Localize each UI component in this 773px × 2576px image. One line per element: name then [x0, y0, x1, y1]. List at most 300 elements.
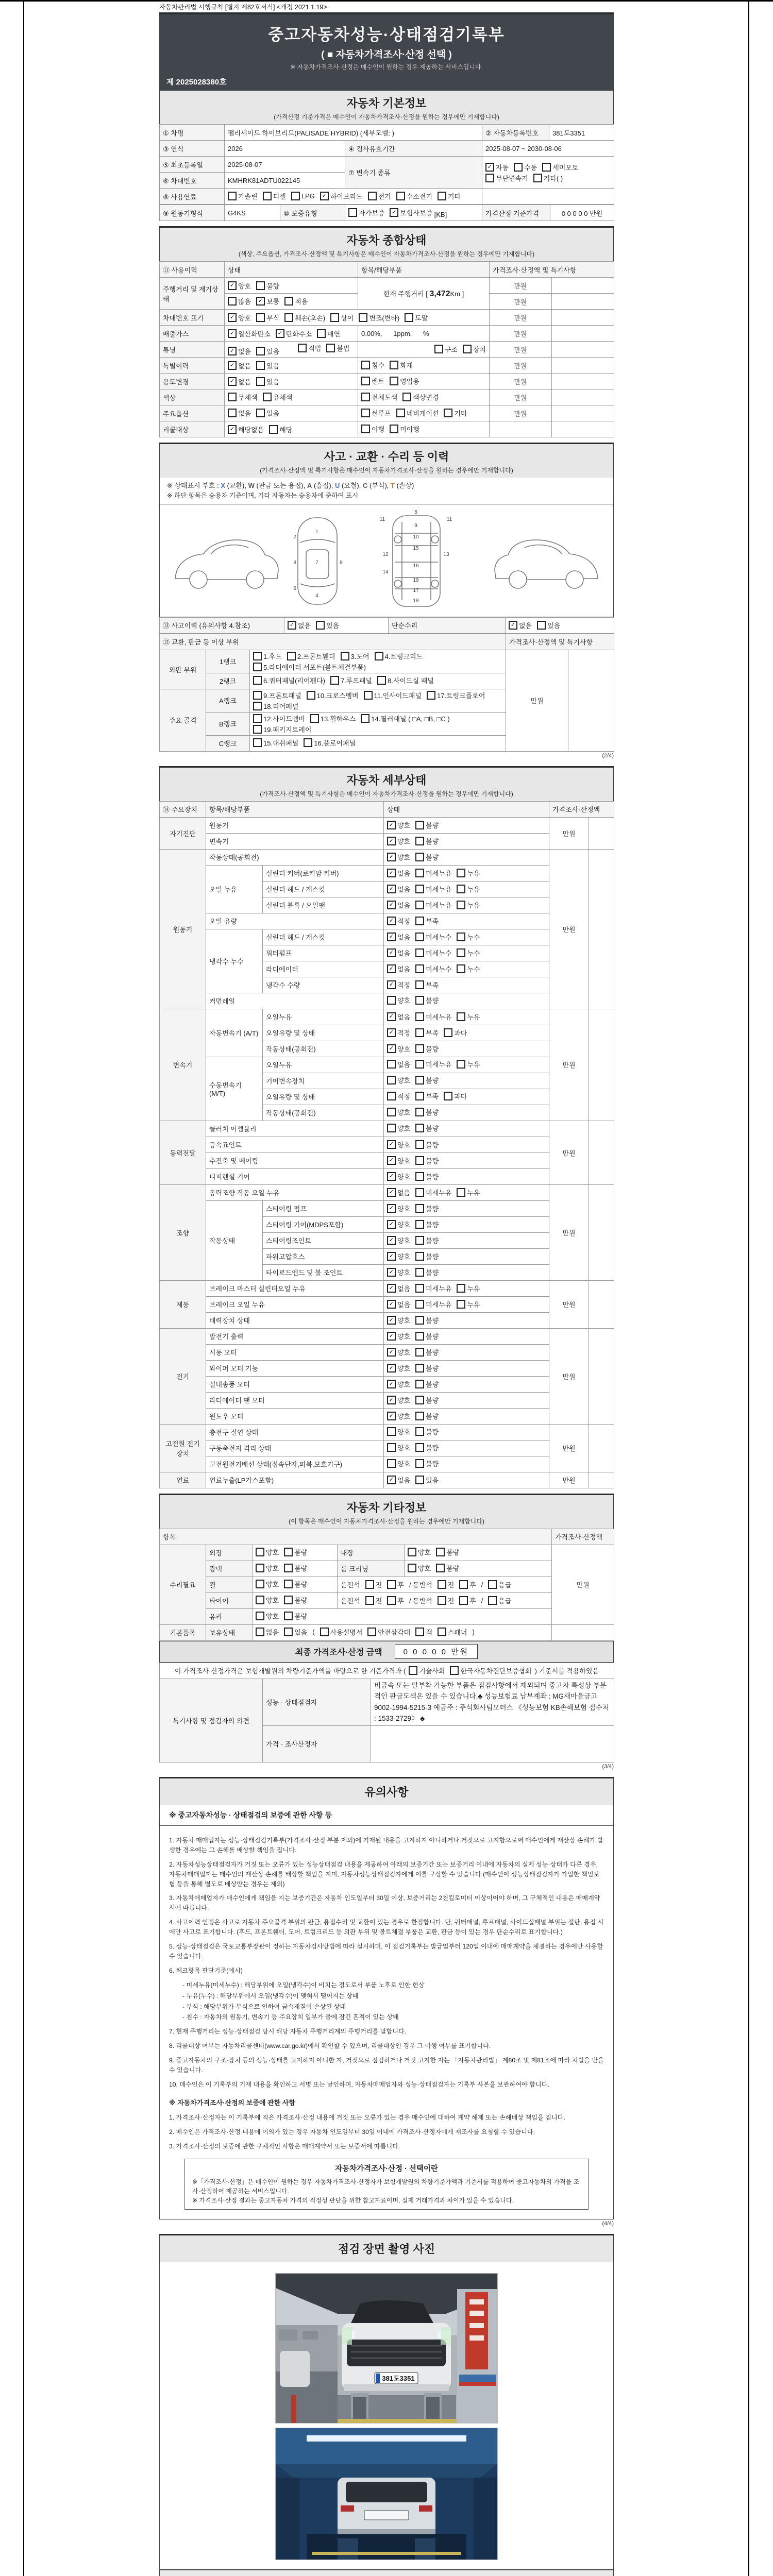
checkbox-없음[interactable] [387, 900, 410, 910]
diagram-number-10: 10 [413, 534, 419, 540]
checkbox-미세누수[interactable] [415, 932, 451, 942]
checkbox-group [387, 1596, 404, 1605]
checkbox-없음[interactable] [387, 1188, 410, 1197]
checkbox-불량[interactable] [415, 1219, 439, 1229]
checkbox-없음[interactable] [228, 361, 251, 370]
checkbox-누유[interactable] [457, 1188, 480, 1197]
checkbox-box: ✓ [228, 361, 237, 370]
checkbox-11.인사이드패널[interactable] [364, 690, 422, 700]
checkbox-양호[interactable] [408, 1563, 431, 1573]
checkbox-후[interactable] [387, 1580, 404, 1589]
checkbox-불법[interactable] [326, 343, 349, 353]
checkbox-box [438, 1628, 446, 1636]
item-label: 디퍼렌셜 기어 [206, 1168, 384, 1184]
inspection-period-label: ④ 검사유효기간 [345, 141, 482, 157]
checkbox-box [415, 1476, 424, 1484]
checkbox-불량[interactable] [415, 1172, 439, 1181]
checkbox-전[interactable] [438, 1596, 455, 1605]
item-state-checks [384, 1057, 549, 1073]
checkbox-수동[interactable] [514, 162, 537, 172]
checkbox-2.프론트휀더[interactable] [287, 651, 335, 661]
checkbox-양호[interactable] [228, 313, 251, 323]
repair-checks [253, 1577, 338, 1592]
checkbox-box [415, 885, 424, 893]
checkbox-이행[interactable] [361, 424, 384, 434]
checkbox-미이행[interactable] [390, 424, 419, 434]
item-label: 오일누유 [263, 1009, 384, 1025]
checkbox-없음[interactable] [387, 1299, 410, 1309]
checkbox-양호[interactable] [387, 1219, 410, 1229]
checkbox-미세누수[interactable] [415, 948, 451, 958]
checkbox-불량[interactable] [415, 1140, 439, 1149]
checkbox-1.후드[interactable] [253, 651, 282, 661]
checkbox-과다[interactable] [444, 1028, 467, 1038]
token-text: / 동반석 [409, 1581, 432, 1589]
checkbox-미세누유[interactable] [415, 884, 451, 894]
checkbox-없음[interactable] [288, 620, 311, 630]
checkbox-불량[interactable] [415, 1315, 439, 1325]
checkbox-불량[interactable] [415, 1123, 439, 1133]
final-price-row [159, 1641, 614, 1663]
checkbox-양호[interactable] [256, 1611, 279, 1621]
checkbox-있음[interactable] [256, 346, 279, 356]
checkbox-양호[interactable] [387, 1156, 410, 1165]
checkbox-label: 12.사이드멤버 [263, 715, 305, 723]
repair-item-label: 외장 [206, 1545, 253, 1561]
checkbox-후[interactable] [387, 1596, 404, 1605]
checkbox-있음[interactable] [256, 361, 279, 370]
item-label: 파워고압호스 [263, 1248, 384, 1264]
checkbox-양호[interactable] [387, 1315, 410, 1325]
checkbox-양호[interactable] [256, 1547, 279, 1557]
checkbox-불량[interactable] [415, 1459, 439, 1468]
possession-label: 보유상태 [206, 1624, 253, 1640]
checkbox-기타[interactable] [444, 408, 467, 418]
checkbox-양호[interactable] [256, 1595, 279, 1605]
checkbox-양호[interactable] [387, 1123, 410, 1133]
checkbox-15.대쉬패널[interactable] [253, 738, 298, 748]
checkbox-없음[interactable] [387, 1475, 410, 1485]
price-survey-definition-box [184, 2159, 589, 2210]
checkbox-없음[interactable] [387, 932, 410, 942]
exchange-panel-label: ⑬ 교환, 판금 등 이상 부위 [160, 634, 506, 650]
notice-item-6: 6. 체크항목 판단기준(예시) [169, 1967, 243, 1974]
checkbox-불량[interactable] [284, 1595, 307, 1605]
checkbox-10.크로스멤버[interactable] [307, 690, 359, 700]
checkbox-부족[interactable] [415, 1028, 439, 1038]
checkbox-group [408, 1563, 459, 1573]
checkbox-양호[interactable] [387, 852, 410, 862]
checkbox-13.휠하우스[interactable] [310, 714, 356, 723]
checkbox-양호[interactable] [387, 1363, 410, 1373]
checkbox-box [457, 1284, 465, 1293]
checkbox-label: 없음 [397, 886, 411, 893]
price-cell: 만원 [549, 849, 589, 1009]
checkbox-불량[interactable] [415, 1411, 439, 1421]
checkbox-3.도어[interactable] [341, 651, 369, 661]
checkbox-양호[interactable] [387, 1331, 410, 1341]
checkbox-box [256, 1580, 264, 1588]
checkbox-미세누유[interactable] [415, 1188, 451, 1197]
checkbox-불량[interactable] [415, 1379, 439, 1389]
checkbox-없음[interactable] [256, 1627, 279, 1637]
checkbox-부족[interactable] [415, 916, 439, 926]
checkbox-양호[interactable] [387, 1267, 410, 1277]
checkbox-훼손(오손)[interactable] [284, 313, 325, 323]
checkbox-box: ✓ [387, 1188, 396, 1197]
checkbox-불량[interactable] [256, 281, 279, 291]
checkbox-누유[interactable] [457, 1283, 480, 1293]
checkbox-box [253, 676, 262, 685]
checkbox-box [284, 297, 293, 306]
checkbox-무채색[interactable] [228, 392, 258, 402]
checkbox-응급[interactable] [488, 1580, 511, 1589]
checkbox-부식[interactable] [256, 313, 279, 323]
checkbox-후[interactable] [459, 1596, 476, 1605]
checkbox-불량[interactable] [415, 1395, 439, 1405]
checkbox-과다[interactable] [444, 1091, 467, 1101]
checkbox-group [387, 1219, 439, 1229]
checkbox-양호[interactable] [387, 1107, 410, 1117]
svg-text:381도3351: 381도3351 [382, 2375, 415, 2383]
checkbox-전기[interactable] [368, 191, 391, 201]
checkbox-보험사보증[interactable] [390, 208, 432, 217]
checkbox-누유[interactable] [457, 1059, 480, 1069]
checkbox-6.쿼터패널(리어휀다)[interactable] [253, 675, 325, 685]
checkbox-없음[interactable] [387, 1012, 410, 1022]
checkbox-미세누유[interactable] [415, 868, 451, 878]
warranty-label: ⑩ 보증유형 [280, 205, 345, 221]
checkbox-불량[interactable] [415, 1443, 439, 1452]
checkbox-4.트렁크리드[interactable] [375, 651, 423, 661]
checkbox-상이[interactable] [330, 313, 354, 323]
checkbox-있음[interactable] [316, 620, 339, 630]
token-text: / [481, 1597, 483, 1604]
checkbox-불량[interactable] [415, 995, 439, 1005]
checkbox-양호[interactable] [387, 1427, 410, 1436]
checkbox-불량[interactable] [415, 1235, 439, 1245]
checkbox-label: 불량 [426, 1253, 439, 1261]
section-subtitle: (가격조사·산정액 및 특기사항은 매수인이 자동차가격조사·산정을 원하는 경우에만 기재합니다) [260, 790, 513, 798]
checkbox-group [387, 820, 439, 830]
checkbox-없음[interactable] [228, 377, 251, 386]
checkbox-label: 양호 [397, 1269, 411, 1277]
state-checks [225, 326, 358, 342]
checkbox-양호[interactable] [387, 1347, 410, 1357]
checkbox-양호[interactable] [387, 1459, 410, 1468]
checkbox-label: 적법 [308, 344, 322, 352]
checkbox-group [438, 1627, 467, 1637]
notice-item-10: 10. 매수인은 이 기록부의 기재 내용을 확인하고 서명 또는 날인하며, 자동차매매업자와 성능·상태점검자는 기록부 사본을 보관하여야 합니다. [169, 2081, 549, 2088]
checkbox-렌트[interactable] [361, 376, 384, 386]
checkbox-9.프론트패널[interactable] [253, 690, 301, 700]
checkbox-해당없음[interactable] [228, 425, 264, 434]
checkbox-일산화탄소[interactable] [228, 329, 271, 338]
checkbox-하이브리드[interactable] [320, 191, 363, 201]
car-diagram-wrap [159, 504, 614, 617]
checkbox-스패너[interactable] [438, 1627, 467, 1637]
checkbox-label: 양호 [397, 1157, 411, 1165]
checkbox-없음[interactable] [509, 620, 532, 630]
checkbox-양호[interactable] [387, 1235, 410, 1245]
checkbox-침수[interactable] [361, 360, 384, 370]
checkbox-불량[interactable] [284, 1611, 307, 1621]
checkbox-미세누유[interactable] [415, 900, 451, 910]
checkbox-전[interactable] [365, 1580, 382, 1589]
checkbox-양호[interactable] [387, 1395, 410, 1405]
diagram-number-17: 17 [413, 587, 419, 594]
checkbox-label: 양호 [266, 1597, 279, 1604]
checkbox-양호[interactable] [387, 1172, 410, 1181]
state-checks [225, 389, 358, 405]
checkbox-5.라디에이터 서포트(볼트체결부품)[interactable] [253, 662, 366, 672]
checkbox-부족[interactable] [415, 980, 439, 990]
checkbox-불량[interactable] [415, 1347, 439, 1357]
checkbox-8.사이드실 패널[interactable] [377, 675, 434, 685]
checkbox-많음[interactable] [228, 296, 251, 306]
checkbox-유채색[interactable] [263, 392, 293, 402]
checkbox-탄화수소[interactable] [276, 329, 312, 338]
checkbox-누수[interactable] [457, 948, 480, 958]
checkbox-미세누수[interactable] [415, 964, 451, 974]
checkbox-안전삼각대[interactable] [367, 1627, 410, 1637]
checkbox-없음[interactable] [387, 1283, 410, 1293]
checkbox-label: 불량 [426, 1237, 439, 1245]
checkbox-group [387, 980, 439, 990]
checkbox-box [256, 1612, 264, 1620]
checkbox-없음[interactable] [387, 948, 410, 958]
definition-text2: ※ 가격조사·산정 결과는 중고자동차 가격의 적정성 판단을 위한 참고자료이며, 실제 거래가격과 차이가 있을 수 있습니다. [192, 2197, 514, 2205]
checkbox-기술사회[interactable] [409, 1666, 445, 1675]
checkbox-없음[interactable] [387, 884, 410, 894]
checkbox-label: 13.휠하우스 [320, 715, 356, 723]
checkbox-LPG[interactable] [291, 192, 315, 200]
checkbox-양호[interactable] [387, 1044, 410, 1054]
checkbox-전[interactable] [438, 1580, 455, 1589]
checkbox-후[interactable] [459, 1580, 476, 1589]
checkbox-기타( )[interactable] [533, 173, 563, 183]
checkbox-불량[interactable] [415, 1427, 439, 1436]
checkbox-box: ✓ [387, 1300, 396, 1309]
checkbox-있음[interactable] [256, 377, 279, 386]
checkbox-가솔린[interactable] [228, 191, 258, 201]
checkbox-누수[interactable] [457, 932, 480, 942]
checkbox-없음[interactable] [228, 408, 251, 418]
checkbox-불량[interactable] [415, 836, 439, 846]
blank-cell [589, 1472, 614, 1488]
checkbox-box [387, 1060, 396, 1069]
checkbox-누유[interactable] [457, 1012, 480, 1022]
checkbox-19.패키지트레이[interactable] [253, 724, 311, 734]
checkbox-적법[interactable] [298, 343, 321, 353]
checkbox-미세누유[interactable] [415, 1283, 451, 1293]
checkbox-불량[interactable] [284, 1563, 307, 1573]
checkbox-있음[interactable] [256, 408, 279, 418]
price-cell: 만원 [549, 1121, 589, 1184]
checkbox-잭[interactable] [415, 1627, 432, 1637]
checkbox-기타[interactable] [438, 191, 461, 201]
rank-items [250, 735, 506, 751]
checkbox-썬루프[interactable] [361, 408, 391, 418]
checkbox-보통[interactable] [256, 296, 279, 306]
checkbox-누유[interactable] [457, 1299, 480, 1309]
checkbox-불량[interactable] [415, 1107, 439, 1117]
checkbox-양호[interactable] [256, 1563, 279, 1573]
checkbox-box [415, 964, 424, 973]
checkbox-한국자동차진단보증협회[interactable] [450, 1666, 531, 1675]
checkbox-없음[interactable] [387, 964, 410, 974]
checkbox-세미오토[interactable] [542, 162, 578, 172]
checkbox-전[interactable] [365, 1596, 382, 1605]
checkbox-group [387, 1459, 439, 1468]
checkbox-불량[interactable] [436, 1563, 459, 1573]
checkbox-미세누유[interactable] [415, 1012, 451, 1022]
repair-checks [253, 1608, 552, 1624]
checkbox-label: 양호 [266, 1581, 279, 1588]
checkbox-화재[interactable] [390, 360, 413, 370]
checkbox-box [263, 393, 272, 401]
checkbox-해당[interactable] [269, 425, 292, 434]
checkbox-group [365, 1580, 382, 1589]
checkbox-box [415, 853, 424, 861]
checkbox-색상변경[interactable] [402, 392, 439, 402]
item-state-checks [384, 865, 549, 881]
checkbox-영업용[interactable] [390, 376, 419, 386]
checkbox-14.필러패널 ( □A, □B, □C )[interactable] [361, 714, 450, 723]
checkbox-적정[interactable] [387, 916, 410, 926]
checkbox-불량[interactable] [415, 1075, 439, 1085]
checkbox-전체도색[interactable] [361, 392, 397, 402]
checkbox-box [228, 409, 237, 417]
checkbox-box [438, 192, 446, 200]
checkbox-label: 양호 [418, 1565, 431, 1572]
token-group [341, 1596, 512, 1605]
checkbox-네비게이션[interactable] [396, 408, 439, 418]
checkbox-양호[interactable] [387, 995, 410, 1005]
checkbox-label: 미세누유 [426, 1061, 452, 1069]
checkbox-구조[interactable] [434, 344, 458, 354]
checkbox-box [427, 691, 435, 700]
table [159, 205, 614, 221]
checkbox-없음[interactable] [387, 1059, 410, 1069]
checkbox-양호[interactable] [387, 836, 410, 846]
checkbox-있음[interactable] [537, 620, 560, 630]
checkbox-label: 불량 [426, 1317, 439, 1325]
checkbox-없음[interactable] [387, 868, 410, 878]
checkbox-장치[interactable] [463, 344, 486, 354]
section-subtitle: (색상, 주요옵션, 가격조사·산정액 및 특기사항은 매수인이 자동차가격조사·산정을 원하는 경우에만 기재합니다) [238, 250, 535, 258]
definition-text1: ※「가격조사·산정」은 매수인이 원하는 경우 자동차가격조사·산정자가 보험개발원의 차량기준가액과 기준서를 적용하여 중고자동차의 가격을 조사·산정하여 제공하는 서비스입니다. [192, 2178, 580, 2195]
checkbox-양호[interactable] [387, 1140, 410, 1149]
basic-items-tokens [253, 1624, 552, 1640]
checkbox-있음[interactable] [284, 1627, 307, 1637]
checkbox-label: 과다 [454, 1029, 467, 1037]
checkbox-적음[interactable] [284, 296, 308, 306]
checkbox-있음[interactable] [415, 1475, 439, 1485]
checkbox-양호[interactable] [387, 1411, 410, 1421]
checkbox-양호[interactable] [387, 1379, 410, 1389]
checkbox-label: 있음 [326, 622, 340, 630]
checkbox-디젤[interactable] [263, 191, 286, 201]
appraiser-opinion-text [371, 1725, 614, 1762]
checkbox-label: 영업용 [400, 377, 419, 385]
checkbox-group [361, 408, 467, 418]
checkbox-group [387, 916, 439, 926]
checkbox-box: ✓ [387, 1268, 396, 1277]
basis-suffix: ) 기준서를 적용하였음 [534, 1667, 599, 1675]
checkbox-누유[interactable] [457, 884, 480, 894]
checkbox-누수[interactable] [457, 964, 480, 974]
repair-item-label2: 룸 크리닝 [338, 1561, 405, 1577]
checkbox-적정[interactable] [387, 1091, 410, 1101]
checkbox-변조(변타)[interactable] [359, 313, 399, 323]
checkbox-불량[interactable] [415, 1363, 439, 1373]
checkbox-양호[interactable] [387, 1443, 410, 1452]
car-name-label: ① 차명 [160, 125, 225, 141]
checkbox-사용설명서[interactable] [320, 1627, 363, 1637]
checkbox-불량[interactable] [415, 1156, 439, 1165]
checkbox-자동[interactable] [485, 162, 509, 172]
checkbox-부족[interactable] [415, 1091, 439, 1101]
checkbox-불량[interactable] [415, 1251, 439, 1261]
checkbox-label: 누유 [467, 902, 480, 909]
checkbox-17.트렁크플로어[interactable] [427, 690, 485, 700]
checkbox-누유[interactable] [457, 868, 480, 878]
checkbox-적정[interactable] [387, 1028, 410, 1038]
checkbox-불량[interactable] [415, 820, 439, 830]
checkbox-응급[interactable] [488, 1596, 511, 1605]
checkbox-불량[interactable] [436, 1547, 459, 1557]
item-state-checks [384, 913, 549, 929]
checkbox-없음[interactable] [228, 346, 251, 356]
checkbox-12.사이드멤버[interactable] [253, 714, 305, 723]
checkbox-양호[interactable] [387, 1075, 410, 1085]
checkbox-양호[interactable] [408, 1547, 431, 1557]
item-state-checks [384, 1440, 549, 1456]
checkbox-도말[interactable] [405, 313, 428, 323]
checkbox-불량[interactable] [415, 852, 439, 862]
checkbox-양호[interactable] [387, 1251, 410, 1261]
checkbox-양호[interactable] [256, 1579, 279, 1589]
checkbox-18.리어패널[interactable] [253, 701, 298, 711]
checkbox-16.플로어패널[interactable] [304, 738, 356, 748]
checkbox-자가보증[interactable] [348, 208, 384, 217]
checkbox-미세누유[interactable] [415, 1299, 451, 1309]
checkbox-label: 없음 [397, 902, 411, 909]
checkbox-group [253, 714, 502, 734]
checkbox-매연[interactable] [317, 329, 340, 338]
checkbox-양호[interactable] [387, 820, 410, 830]
checkbox-양호[interactable] [228, 281, 251, 291]
checkbox-불량[interactable] [415, 1267, 439, 1277]
checkbox-적정[interactable] [387, 980, 410, 990]
checkbox-box [408, 1564, 416, 1572]
checkbox-불량[interactable] [415, 1331, 439, 1341]
checkbox-무단변속기[interactable] [485, 173, 528, 183]
checkbox-누유[interactable] [457, 900, 480, 910]
checkbox-양호[interactable] [387, 1204, 410, 1213]
item-state-checks [384, 1137, 549, 1153]
checkbox-label: 불량 [426, 1141, 439, 1149]
checkbox-불량[interactable] [415, 1204, 439, 1213]
checkbox-불량[interactable] [284, 1547, 307, 1557]
checkbox-label: 적정 [397, 1029, 411, 1037]
checkbox-미세누유[interactable] [415, 1059, 451, 1069]
checkbox-수소전기[interactable] [396, 191, 432, 201]
checkbox-불량[interactable] [415, 1044, 439, 1054]
checkbox-불량[interactable] [284, 1579, 307, 1589]
checkbox-7.루프패널[interactable] [330, 675, 372, 685]
